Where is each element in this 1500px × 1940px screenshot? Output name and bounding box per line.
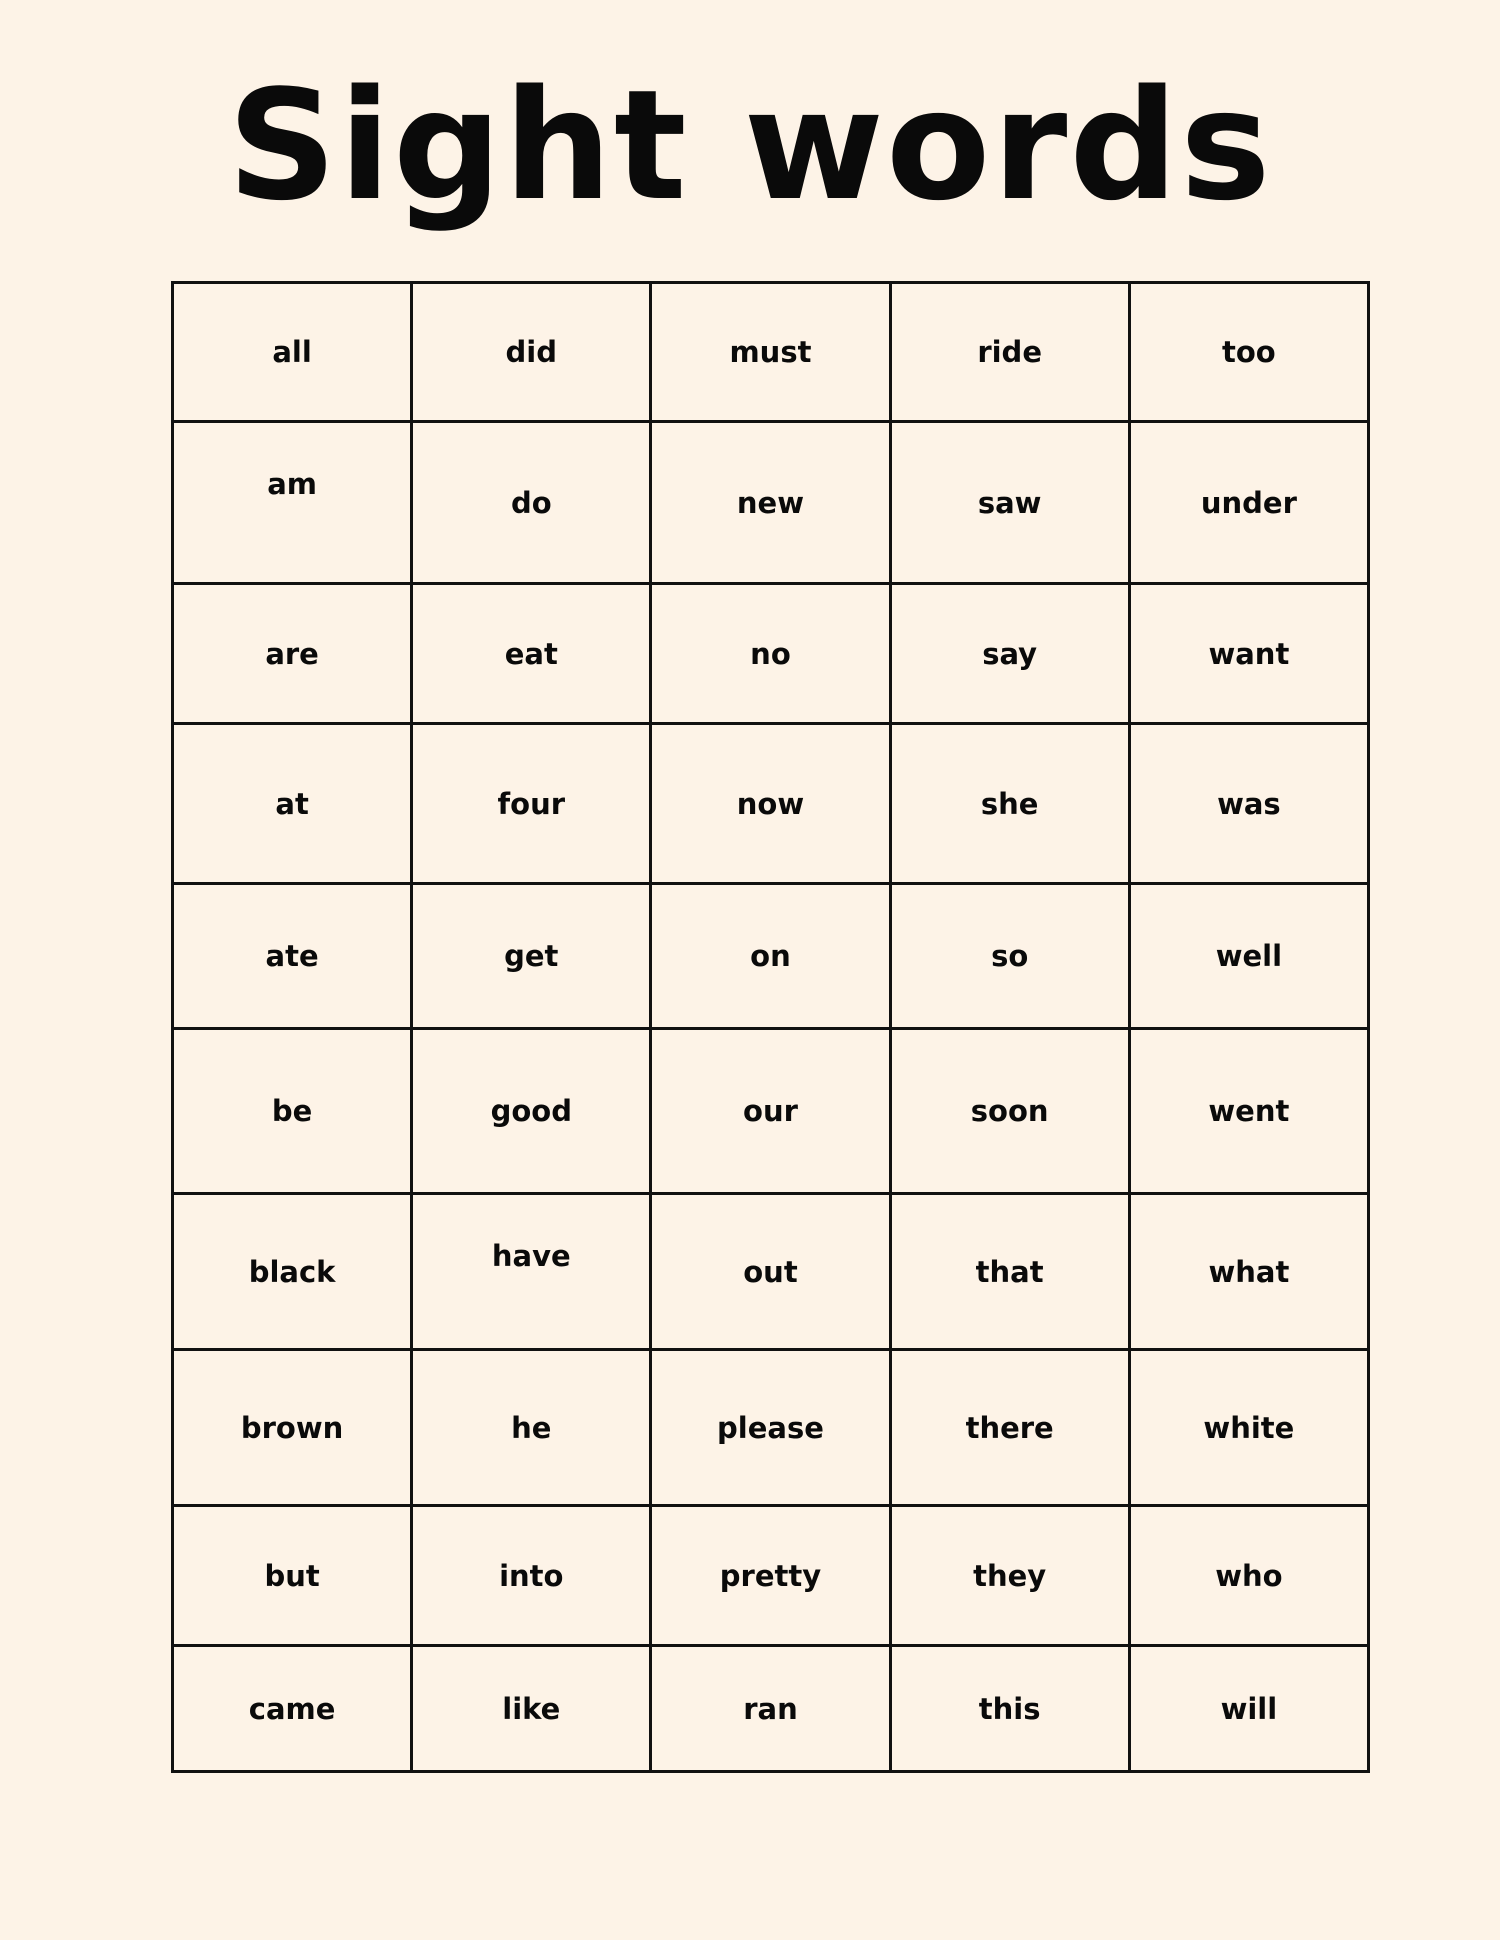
word-cell: black [173,1194,412,1350]
word-cell: what [1129,1194,1368,1350]
table-row [173,1350,1369,1506]
word-cell: ran [651,1646,890,1772]
word-cell: she [890,724,1129,884]
word-cell: soon [890,1029,1129,1194]
word-cell: saw [890,422,1129,584]
word-cell: our [651,1029,890,1194]
word-cell: under [1129,422,1368,584]
word-cell: pretty [651,1506,890,1646]
word-cell: new [651,422,890,584]
sight-words-table [171,281,1370,1773]
word-cell: so [890,884,1129,1029]
word-cell: all [173,283,412,422]
table-row [173,884,1369,1029]
word-cell: too [1129,283,1368,422]
word-cell: now [651,724,890,884]
word-cell: be [173,1029,412,1194]
word-cell: ride [890,283,1129,422]
word-cell: was [1129,724,1368,884]
table-row [173,1029,1369,1194]
word-cell: like [412,1646,651,1772]
word-cell: who [1129,1506,1368,1646]
word-cell: there [890,1350,1129,1506]
word-cell: went [1129,1029,1368,1194]
word-cell: at [173,724,412,884]
table-row [173,584,1369,724]
word-cell: say [890,584,1129,724]
table-row [173,283,1369,422]
word-cell: good [412,1029,651,1194]
table-row [173,724,1369,884]
word-cell: came [173,1646,412,1772]
word-cell: this [890,1646,1129,1772]
word-cell: want [1129,584,1368,724]
word-cell: well [1129,884,1368,1029]
word-cell: must [651,283,890,422]
word-cell: please [651,1350,890,1506]
word-cell: have [412,1194,651,1350]
word-cell: ate [173,884,412,1029]
word-cell: are [173,584,412,724]
word-cell: into [412,1506,651,1646]
table-row [173,422,1369,584]
word-cell: get [412,884,651,1029]
word-cell: will [1129,1646,1368,1772]
table-row [173,1194,1369,1350]
word-cell: did [412,283,651,422]
word-cell: but [173,1506,412,1646]
table-row [173,1506,1369,1646]
word-cell: they [890,1506,1129,1646]
word-cell: four [412,724,651,884]
word-cell: white [1129,1350,1368,1506]
word-cell: am [173,422,412,584]
word-cell: brown [173,1350,412,1506]
word-cell: on [651,884,890,1029]
word-cell: no [651,584,890,724]
sight-words-table-body [173,283,1369,1772]
table-row [173,1646,1369,1772]
word-cell: do [412,422,651,584]
word-cell: out [651,1194,890,1350]
word-cell: eat [412,584,651,724]
word-cell: that [890,1194,1129,1350]
page-title: Sight words [227,57,1273,234]
word-cell: he [412,1350,651,1506]
